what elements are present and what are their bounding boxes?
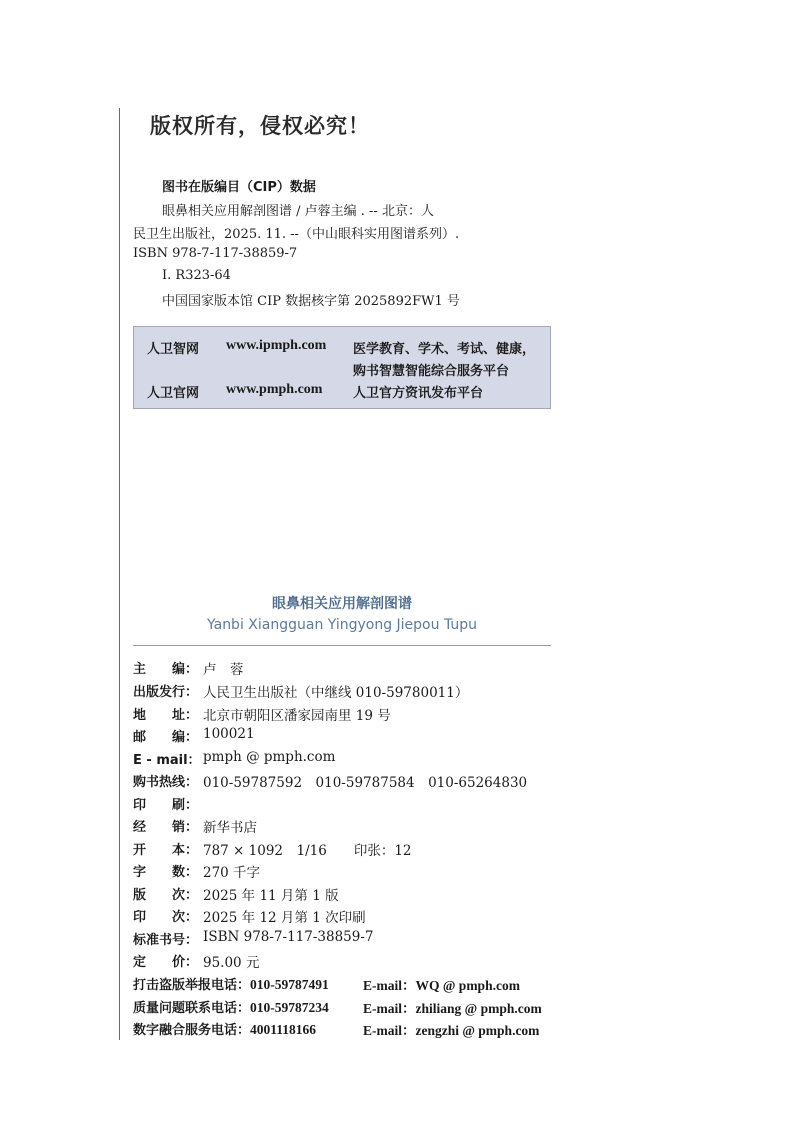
book-title-chinese: 眼鼻相关应用解剖图谱 bbox=[272, 596, 412, 612]
title-divider bbox=[133, 645, 551, 646]
info-value: 新华书店 bbox=[203, 820, 257, 836]
info-label: 印 次： bbox=[133, 910, 199, 925]
platform-url-link[interactable]: www.pmph.com bbox=[226, 382, 323, 397]
info-label: 地 址： bbox=[133, 708, 199, 723]
info-label: 购书热线： bbox=[133, 775, 199, 790]
book-title-pinyin: Yanbi Xiangguan Yingyong Jiepou Tupu bbox=[206, 617, 477, 633]
contact-row-digital-service bbox=[133, 1019, 540, 1038]
contact-number: 010-59787234 bbox=[250, 1000, 329, 1015]
contact-email: E-mail：WQ @ pmph.com bbox=[363, 978, 520, 993]
info-label: 标准书号： bbox=[133, 933, 199, 948]
info-value: 卢 蓉 bbox=[203, 662, 244, 678]
cip-record-number: 中国国家版本馆 CIP 数据核字第 2025892FW1 号 bbox=[162, 294, 460, 309]
info-value: pmph @ pmph.com bbox=[203, 749, 336, 765]
contact-label: 质量问题联系电话： bbox=[133, 1001, 251, 1016]
info-value: 270 千字 bbox=[203, 865, 261, 881]
contact-number: 4001118166 bbox=[250, 1022, 317, 1037]
contact-email: E-mail：zengzhi @ pmph.com bbox=[363, 1023, 540, 1038]
info-label: E - mail： bbox=[133, 753, 201, 768]
contact-label: 数字融合服务电话： bbox=[133, 1023, 251, 1038]
info-value: 010-59787592 010-59787584 010-65264830 bbox=[203, 775, 528, 791]
cip-line: 民卫生出版社，2025. 11. --（中山眼科实用图谱系列）. bbox=[133, 227, 460, 242]
info-label: 邮 编： bbox=[133, 730, 199, 745]
info-value: 95.00 元 bbox=[203, 955, 260, 971]
info-value: 787 × 1092 1/16 印张：12 bbox=[203, 843, 412, 859]
contact-row-quality bbox=[133, 997, 542, 1016]
info-label: 印 刷： bbox=[133, 798, 199, 813]
contact-label: 打击盗版举报电话： bbox=[133, 978, 251, 993]
cip-heading: 图书在版编目（CIP）数据 bbox=[162, 180, 316, 195]
info-value: 100021 bbox=[203, 726, 255, 742]
contact-number: 010-59787491 bbox=[250, 977, 329, 992]
info-label: 开 本： bbox=[133, 843, 199, 858]
info-value: 2025 年 11 月第 1 版 bbox=[203, 888, 339, 904]
info-label: 出版发行： bbox=[133, 685, 199, 700]
info-label: 经 销： bbox=[133, 820, 199, 835]
info-value: 人民卫生出版社（中继线 010-59780011） bbox=[203, 685, 469, 701]
platform-name: 人卫智网 bbox=[147, 342, 200, 357]
cip-isbn: ISBN 978-7-117-38859-7 bbox=[133, 246, 298, 261]
platform-info-box bbox=[133, 326, 551, 409]
left-margin-rule bbox=[119, 108, 120, 1040]
info-value: ISBN 978-7-117-38859-7 bbox=[203, 929, 374, 945]
cip-line: 眼鼻相关应用解剖图谱 / 卢蓉主编 . -- 北京：人 bbox=[162, 204, 434, 219]
platform-description: 人卫官方资讯发布平台 bbox=[353, 386, 484, 401]
info-label: 版 次： bbox=[133, 888, 199, 903]
info-value: 2025 年 12 月第 1 次印刷 bbox=[203, 910, 366, 926]
info-label: 主 编： bbox=[133, 662, 199, 677]
info-label: 字 数： bbox=[133, 865, 199, 880]
platform-url-link[interactable]: www.ipmph.com bbox=[226, 338, 327, 353]
cip-classification: Ⅰ. R323-64 bbox=[162, 268, 231, 283]
contact-email: E-mail：zhiliang @ pmph.com bbox=[363, 1001, 542, 1016]
contact-row-anti-piracy bbox=[133, 974, 520, 993]
platform-description: 医学教育、学术、考试、健康， bbox=[353, 342, 536, 357]
platform-description: 购书智慧智能综合服务平台 bbox=[353, 364, 510, 379]
platform-name: 人卫官网 bbox=[147, 386, 200, 401]
info-label: 定 价： bbox=[133, 955, 199, 970]
info-value: 北京市朝阳区潘家园南里 19 号 bbox=[203, 708, 391, 724]
copyright-notice: 版权所有，侵权必究！ bbox=[150, 114, 370, 138]
